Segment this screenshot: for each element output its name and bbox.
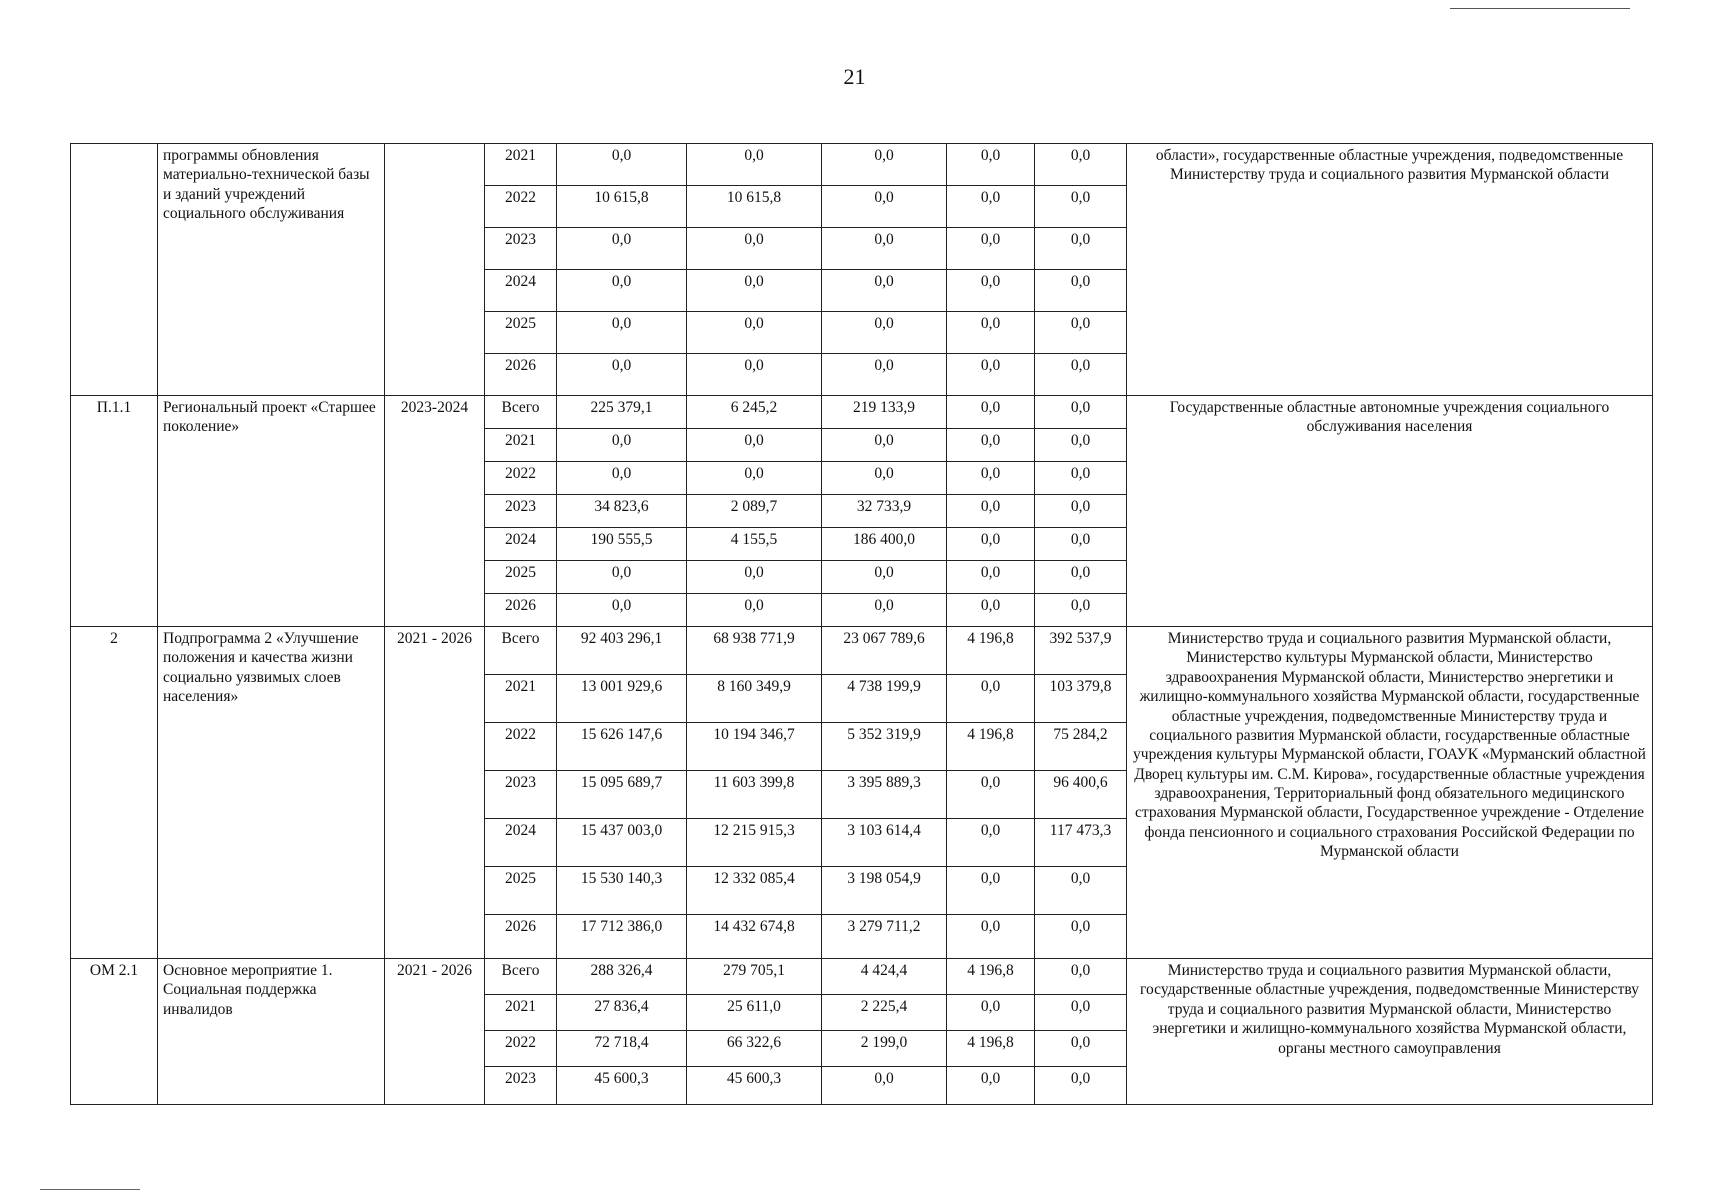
amount-cell: 0,0 — [822, 561, 947, 594]
amount-cell: 0,0 — [1035, 186, 1127, 228]
amount-cell: 5 352 319,9 — [822, 723, 947, 771]
amount-cell: 0,0 — [557, 429, 687, 462]
year-cell: 2021 — [485, 995, 557, 1031]
executors-cell: Министерство труда и социального развития Мурманской области, Министерство культуры Мурманской области, Министерство здравоохранения Мурманской области, Министерство энергетики и жилищно-коммунального хозяйства Мурманской области, государственные областные учреждения, подведомственные Министерству труда и социального развития Мурманской области, государственные областные учреждения культуры Мурманской области, ГОАУК «Мурманский областной Дворец культуры им. С.М. Кирова», государственные областные учреждения здравоохранения, Территориальный фонд обязательного медицинского страхования Мурманской области, Государственное учреждение - Отделение фонда пенсионного и социального страхования Российской Федерации по Мурманской области — [1127, 627, 1653, 959]
row-code: ОМ 2.1 — [71, 959, 158, 1105]
amount-cell: 0,0 — [1035, 561, 1127, 594]
amount-cell: 2 225,4 — [822, 995, 947, 1031]
amount-cell: 0,0 — [947, 1067, 1035, 1105]
amount-cell: 0,0 — [1035, 915, 1127, 959]
amount-cell: 3 395 889,3 — [822, 771, 947, 819]
amount-cell: 219 133,9 — [822, 396, 947, 429]
year-cell: 2023 — [485, 1067, 557, 1105]
executors-cell: Государственные областные автономные учреждения социального обслуживания населения — [1127, 396, 1653, 627]
amount-cell: 0,0 — [1035, 867, 1127, 915]
amount-cell: 0,0 — [557, 561, 687, 594]
amount-cell: 0,0 — [947, 228, 1035, 270]
amount-cell: 0,0 — [1035, 270, 1127, 312]
amount-cell: 45 600,3 — [687, 1067, 822, 1105]
row-title: программы обновления материально-технической базы и зданий учреждений социального обслуживания — [158, 144, 385, 396]
amount-cell: 72 718,4 — [557, 1031, 687, 1067]
amount-cell: 15 530 140,3 — [557, 867, 687, 915]
amount-cell: 0,0 — [822, 270, 947, 312]
amount-cell: 0,0 — [1035, 528, 1127, 561]
amount-cell: 0,0 — [947, 270, 1035, 312]
amount-cell: 92 403 296,1 — [557, 627, 687, 675]
year-cell: 2022 — [485, 186, 557, 228]
amount-cell: 0,0 — [947, 995, 1035, 1031]
amount-cell: 0,0 — [822, 186, 947, 228]
row-period: 2021 - 2026 — [385, 959, 485, 1105]
amount-cell: 0,0 — [1035, 144, 1127, 186]
row-code — [71, 144, 158, 396]
year-cell: 2024 — [485, 270, 557, 312]
year-cell: 2025 — [485, 867, 557, 915]
page-number: 21 — [843, 64, 866, 89]
amount-cell: 10 194 346,7 — [687, 723, 822, 771]
executors-cell: области», государственные областные учреждения, подведомственные Министерству труда и социального развития Мурманской области — [1127, 144, 1653, 396]
year-cell: 2024 — [485, 528, 557, 561]
year-cell: Всего — [485, 396, 557, 429]
amount-cell: 0,0 — [822, 354, 947, 396]
row-period: 2021 - 2026 — [385, 627, 485, 959]
amount-cell: 0,0 — [822, 312, 947, 354]
amount-cell: 23 067 789,6 — [822, 627, 947, 675]
year-cell: 2026 — [485, 354, 557, 396]
amount-cell: 0,0 — [947, 495, 1035, 528]
amount-cell: 0,0 — [687, 312, 822, 354]
amount-cell: 6 245,2 — [687, 396, 822, 429]
amount-cell: 0,0 — [687, 561, 822, 594]
amount-cell: 8 160 349,9 — [687, 675, 822, 723]
amount-cell: 117 473,3 — [1035, 819, 1127, 867]
table-row — [71, 396, 1653, 429]
year-cell: 2026 — [485, 915, 557, 959]
amount-cell: 0,0 — [822, 429, 947, 462]
amount-cell: 4 196,8 — [947, 1031, 1035, 1067]
amount-cell: 45 600,3 — [557, 1067, 687, 1105]
year-cell: 2021 — [485, 675, 557, 723]
amount-cell: 3 279 711,2 — [822, 915, 947, 959]
year-cell: 2022 — [485, 1031, 557, 1067]
amount-cell: 0,0 — [947, 462, 1035, 495]
amount-cell: 66 322,6 — [687, 1031, 822, 1067]
amount-cell: 4 196,8 — [947, 959, 1035, 995]
amount-cell: 0,0 — [947, 354, 1035, 396]
amount-cell: 0,0 — [947, 528, 1035, 561]
amount-cell: 0,0 — [687, 354, 822, 396]
amount-cell: 103 379,8 — [1035, 675, 1127, 723]
amount-cell: 2 199,0 — [822, 1031, 947, 1067]
amount-cell: 75 284,2 — [1035, 723, 1127, 771]
table-row — [71, 144, 1653, 186]
amount-cell: 0,0 — [822, 1067, 947, 1105]
year-cell: 2026 — [485, 594, 557, 627]
row-period — [385, 144, 485, 396]
amount-cell: 10 615,8 — [557, 186, 687, 228]
amount-cell: 0,0 — [947, 867, 1035, 915]
row-code: П.1.1 — [71, 396, 158, 627]
amount-cell: 0,0 — [687, 462, 822, 495]
amount-cell: 225 379,1 — [557, 396, 687, 429]
scan-artifact-line — [1450, 8, 1630, 9]
amount-cell: 0,0 — [557, 228, 687, 270]
amount-cell: 0,0 — [822, 462, 947, 495]
amount-cell: 0,0 — [1035, 1031, 1127, 1067]
amount-cell: 0,0 — [1035, 396, 1127, 429]
amount-cell: 0,0 — [1035, 995, 1127, 1031]
amount-cell: 0,0 — [947, 675, 1035, 723]
row-period: 2023-2024 — [385, 396, 485, 627]
amount-cell: 0,0 — [1035, 354, 1127, 396]
amount-cell: 0,0 — [947, 594, 1035, 627]
year-cell: 2024 — [485, 819, 557, 867]
amount-cell: 0,0 — [947, 819, 1035, 867]
amount-cell: 0,0 — [947, 396, 1035, 429]
amount-cell: 186 400,0 — [822, 528, 947, 561]
amount-cell: 0,0 — [947, 312, 1035, 354]
amount-cell: 0,0 — [557, 312, 687, 354]
scan-artifact-line — [40, 1189, 140, 1190]
row-title: Подпрограмма 2 «Улучшение положения и качества жизни социально уязвимых слоев населения» — [158, 627, 385, 959]
row-title: Основное мероприятие 1. Социальная поддержка инвалидов — [158, 959, 385, 1105]
amount-cell: 0,0 — [1035, 462, 1127, 495]
amount-cell: 0,0 — [1035, 594, 1127, 627]
amount-cell: 68 938 771,9 — [687, 627, 822, 675]
amount-cell: 4 196,8 — [947, 627, 1035, 675]
amount-cell: 17 712 386,0 — [557, 915, 687, 959]
amount-cell: 0,0 — [557, 144, 687, 186]
amount-cell: 0,0 — [947, 429, 1035, 462]
amount-cell: 0,0 — [687, 429, 822, 462]
year-cell: 2021 — [485, 144, 557, 186]
amount-cell: 4 196,8 — [947, 723, 1035, 771]
row-title: Региональный проект «Старшее поколение» — [158, 396, 385, 627]
amount-cell: 0,0 — [687, 228, 822, 270]
amount-cell: 0,0 — [947, 561, 1035, 594]
year-cell: 2023 — [485, 771, 557, 819]
amount-cell: 3 198 054,9 — [822, 867, 947, 915]
amount-cell: 32 733,9 — [822, 495, 947, 528]
amount-cell: 11 603 399,8 — [687, 771, 822, 819]
amount-cell: 2 089,7 — [687, 495, 822, 528]
amount-cell: 190 555,5 — [557, 528, 687, 561]
amount-cell: 10 615,8 — [687, 186, 822, 228]
amount-cell: 12 215 915,3 — [687, 819, 822, 867]
amount-cell: 3 103 614,4 — [822, 819, 947, 867]
amount-cell: 34 823,6 — [557, 495, 687, 528]
amount-cell: 0,0 — [1035, 312, 1127, 354]
amount-cell: 0,0 — [1035, 959, 1127, 995]
amount-cell: 96 400,6 — [1035, 771, 1127, 819]
amount-cell: 0,0 — [1035, 228, 1127, 270]
amount-cell: 0,0 — [822, 228, 947, 270]
amount-cell: 13 001 929,6 — [557, 675, 687, 723]
amount-cell: 4 155,5 — [687, 528, 822, 561]
executors-cell: Министерство труда и социального развития Мурманской области, государственные областные учреждения, подведомственные Министерству труда и социального развития Мурманской области, Министерство энергетики и жилищно-коммунального хозяйства Мурманской области, органы местного самоуправления — [1127, 959, 1653, 1105]
amount-cell: 27 836,4 — [557, 995, 687, 1031]
amount-cell: 12 332 085,4 — [687, 867, 822, 915]
year-cell: Всего — [485, 959, 557, 995]
year-cell: Всего — [485, 627, 557, 675]
amount-cell: 15 095 689,7 — [557, 771, 687, 819]
amount-cell: 15 437 003,0 — [557, 819, 687, 867]
amount-cell: 0,0 — [557, 462, 687, 495]
table-row — [71, 959, 1653, 995]
amount-cell: 0,0 — [822, 144, 947, 186]
year-cell: 2023 — [485, 495, 557, 528]
year-cell: 2025 — [485, 312, 557, 354]
amount-cell: 0,0 — [687, 270, 822, 312]
amount-cell: 4 738 199,9 — [822, 675, 947, 723]
amount-cell: 0,0 — [1035, 495, 1127, 528]
year-cell: 2023 — [485, 228, 557, 270]
row-code: 2 — [71, 627, 158, 959]
budget-table — [70, 143, 1653, 1105]
amount-cell: 0,0 — [687, 144, 822, 186]
amount-cell: 0,0 — [822, 594, 947, 627]
amount-cell: 392 537,9 — [1035, 627, 1127, 675]
amount-cell: 0,0 — [947, 915, 1035, 959]
amount-cell: 25 611,0 — [687, 995, 822, 1031]
amount-cell: 0,0 — [557, 354, 687, 396]
table-row — [71, 627, 1653, 675]
amount-cell: 0,0 — [557, 594, 687, 627]
amount-cell: 0,0 — [947, 144, 1035, 186]
amount-cell: 0,0 — [687, 594, 822, 627]
amount-cell: 0,0 — [947, 186, 1035, 228]
year-cell: 2022 — [485, 723, 557, 771]
amount-cell: 14 432 674,8 — [687, 915, 822, 959]
amount-cell: 4 424,4 — [822, 959, 947, 995]
amount-cell: 288 326,4 — [557, 959, 687, 995]
amount-cell: 0,0 — [557, 270, 687, 312]
amount-cell: 0,0 — [1035, 1067, 1127, 1105]
amount-cell: 0,0 — [1035, 429, 1127, 462]
year-cell: 2022 — [485, 462, 557, 495]
year-cell: 2021 — [485, 429, 557, 462]
year-cell: 2025 — [485, 561, 557, 594]
amount-cell: 0,0 — [947, 771, 1035, 819]
amount-cell: 279 705,1 — [687, 959, 822, 995]
amount-cell: 15 626 147,6 — [557, 723, 687, 771]
